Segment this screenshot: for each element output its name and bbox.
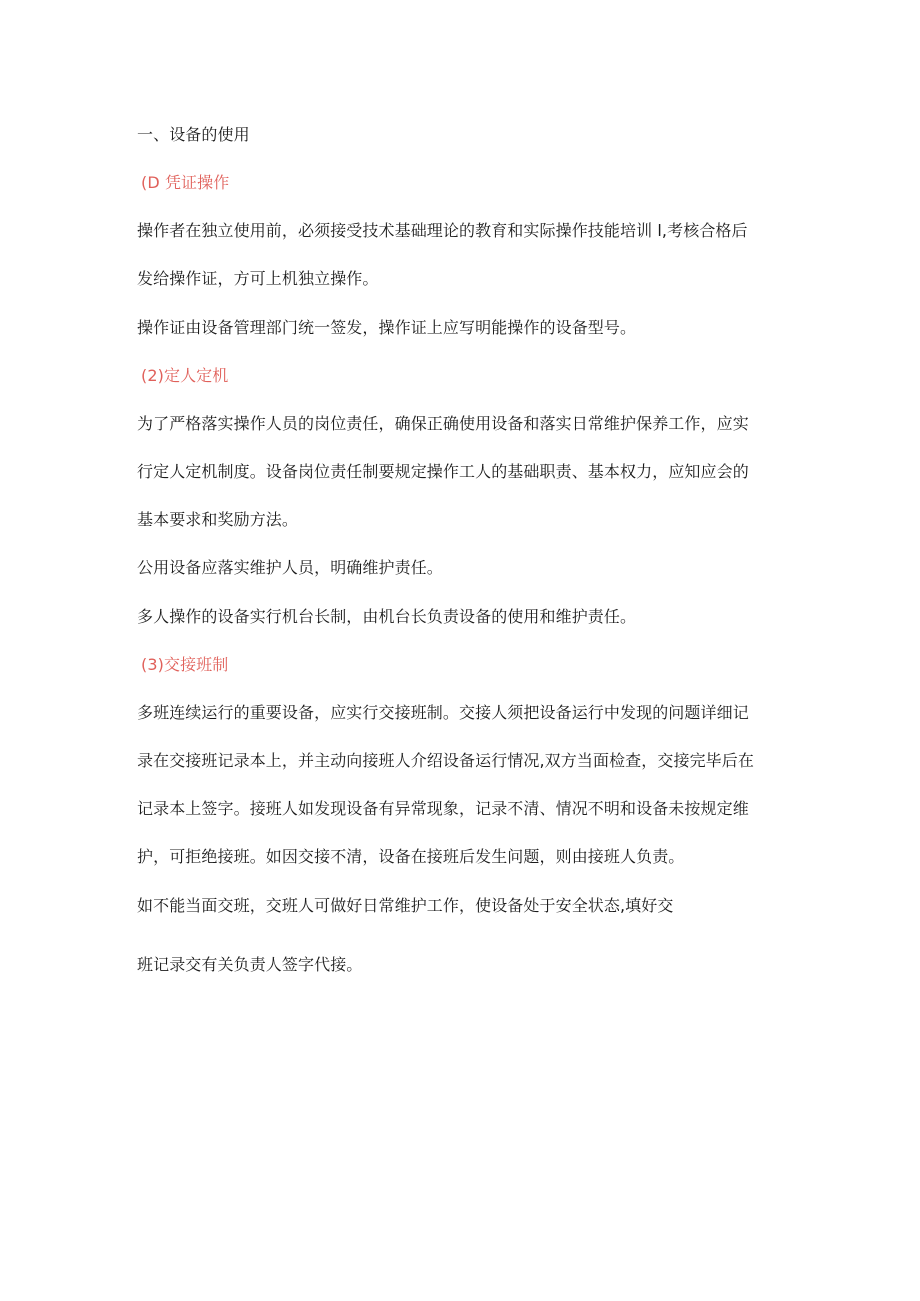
- section-title: 一、设备的使用: [137, 125, 250, 144]
- paragraph-line: 操作者在独立使用前，必须接受技术基础理论的教育和实际操作技能培训 l,考核合格后: [137, 221, 748, 240]
- subheading-1: (D 凭证操作: [141, 173, 230, 192]
- paragraph-line: 多人操作的设备实行机台长制，由机台长负责设备的使用和维护责任。: [137, 607, 637, 626]
- paragraph-line: 操作证由设备管理部门统一签发，操作证上应写明能操作的设备型号。: [137, 318, 637, 337]
- paragraph-line: 护，可拒绝接班。如因交接不清，设备在接班后发生问题，则由接班人负责。: [137, 847, 685, 866]
- paragraph-line: 如不能当面交班，交班人可做好日常维护工作，使设备处于安全状态,填好交: [137, 896, 674, 915]
- paragraph-line: 公用设备应落实维护人员，明确维护责任。: [137, 558, 443, 577]
- paragraph-line: 记录本上签字。接班人如发现设备有异常现象，记录不清、情况不明和设备未按规定维: [137, 799, 749, 818]
- paragraph-line: 基本要求和奖励方法。: [137, 510, 299, 529]
- paragraph-line: 录在交接班记录本上，并主动向接班人介绍设备运行情况,双方当面检查，交接完毕后在: [137, 751, 754, 770]
- paragraph-line: 多班连续运行的重要设备，应实行交接班制。交接人须把设备运行中发现的问题详细记: [137, 703, 749, 722]
- paragraph-line: 发给操作证，方可上机独立操作。: [137, 269, 379, 288]
- subheading-2: (2)定人定机: [141, 366, 229, 385]
- subheading-3: (3)交接班制: [141, 655, 229, 674]
- paragraph-line: 班记录交有关负责人签字代接。: [137, 955, 363, 974]
- paragraph-line: 为了严格落实操作人员的岗位责任，确保正确使用设备和落实日常维护保养工作，应实: [137, 414, 749, 433]
- paragraph-line: 行定人定机制度。设备岗位责任制要规定操作工人的基础职责、基本权力，应知应会的: [137, 462, 749, 481]
